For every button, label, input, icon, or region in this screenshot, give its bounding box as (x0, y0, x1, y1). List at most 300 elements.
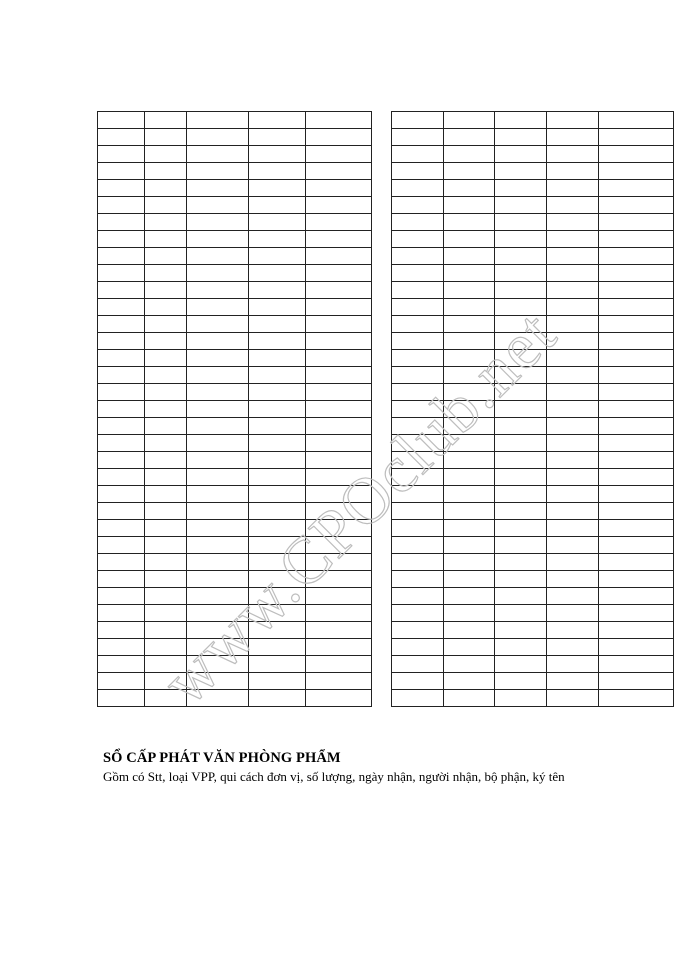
table-cell (98, 435, 145, 452)
table-cell (547, 265, 599, 282)
table-cell (392, 146, 444, 163)
table-cell (392, 554, 444, 571)
table-cell (249, 622, 306, 639)
table-cell (98, 520, 145, 537)
table-cell (306, 639, 372, 656)
table-cell (145, 282, 187, 299)
table-cell (145, 571, 187, 588)
table-cell (98, 554, 145, 571)
table-cell (249, 129, 306, 146)
table-row (392, 299, 674, 316)
table-cell (444, 350, 495, 367)
table-row (98, 469, 372, 486)
table-cell (444, 180, 495, 197)
table-cell (495, 690, 547, 707)
table-cell (249, 282, 306, 299)
table-cell (98, 690, 145, 707)
table-cell (495, 146, 547, 163)
table-cell (495, 435, 547, 452)
table-cell (599, 503, 674, 520)
table-cell (495, 299, 547, 316)
table-cell (249, 639, 306, 656)
table-cell (249, 214, 306, 231)
table-cell (599, 554, 674, 571)
table-cell (547, 112, 599, 129)
table-cell (98, 588, 145, 605)
table-row (98, 316, 372, 333)
table-row (98, 673, 372, 690)
table-cell (98, 146, 145, 163)
table-cell (495, 452, 547, 469)
table-row (392, 112, 674, 129)
table-cell (599, 163, 674, 180)
table-cell (98, 299, 145, 316)
table-cell (547, 282, 599, 299)
table-cell (495, 537, 547, 554)
table-cell (306, 401, 372, 418)
table-cell (249, 435, 306, 452)
table-cell (495, 384, 547, 401)
table-row (98, 129, 372, 146)
table-cell (547, 520, 599, 537)
table-cell (392, 656, 444, 673)
table-cell (145, 435, 187, 452)
table-cell (599, 248, 674, 265)
table-row (392, 503, 674, 520)
table-row (392, 418, 674, 435)
table-cell (444, 418, 495, 435)
table-cell (306, 112, 372, 129)
table-row (98, 197, 372, 214)
table-cell (249, 503, 306, 520)
table-row (98, 265, 372, 282)
table-cell (547, 299, 599, 316)
table-cell (599, 146, 674, 163)
table-cell (187, 469, 249, 486)
table-cell (306, 605, 372, 622)
table-cell (599, 469, 674, 486)
table-cell (547, 214, 599, 231)
table-cell (187, 537, 249, 554)
table-cell (599, 282, 674, 299)
table-cell (98, 452, 145, 469)
table-cell (547, 622, 599, 639)
table-cell (306, 197, 372, 214)
table-cell (392, 350, 444, 367)
table-cell (145, 333, 187, 350)
table-row (392, 367, 674, 384)
table-row (392, 350, 674, 367)
table-row (98, 503, 372, 520)
table-cell (392, 639, 444, 656)
table-cell (547, 537, 599, 554)
table-row (98, 231, 372, 248)
table-cell (145, 163, 187, 180)
table-cell (599, 384, 674, 401)
table-cell (444, 588, 495, 605)
table-cell (547, 401, 599, 418)
table-row (392, 180, 674, 197)
table-cell (145, 197, 187, 214)
table-row (392, 248, 674, 265)
table-cell (187, 452, 249, 469)
table-cell (444, 503, 495, 520)
table-cell (145, 452, 187, 469)
table-cell (187, 163, 249, 180)
table-cell (249, 197, 306, 214)
table-cell (392, 231, 444, 248)
table-cell (444, 384, 495, 401)
table-cell (306, 554, 372, 571)
table-cell (98, 367, 145, 384)
table-cell (495, 248, 547, 265)
table-cell (98, 486, 145, 503)
table-cell (599, 537, 674, 554)
table-cell (306, 588, 372, 605)
table-cell (444, 129, 495, 146)
table-cell (187, 503, 249, 520)
table-row (392, 231, 674, 248)
table-cell (547, 656, 599, 673)
table-cell (187, 418, 249, 435)
table-cell (599, 571, 674, 588)
table-cell (547, 350, 599, 367)
table-cell (187, 316, 249, 333)
table-row (98, 486, 372, 503)
table-cell (547, 503, 599, 520)
table-row (392, 401, 674, 418)
table-cell (444, 622, 495, 639)
table-cell (444, 673, 495, 690)
table-cell (145, 231, 187, 248)
table-row (392, 537, 674, 554)
table-cell (547, 146, 599, 163)
table-row (98, 350, 372, 367)
table-cell (444, 401, 495, 418)
table-cell (145, 180, 187, 197)
table-cell (249, 265, 306, 282)
table-cell (249, 112, 306, 129)
table-cell (306, 452, 372, 469)
table-cell (495, 265, 547, 282)
table-cell (187, 656, 249, 673)
table-cell (187, 639, 249, 656)
table-cell (306, 503, 372, 520)
table-cell (392, 418, 444, 435)
table-row (98, 605, 372, 622)
table-row (98, 554, 372, 571)
table-cell (392, 503, 444, 520)
table-cell (547, 129, 599, 146)
table-cell (187, 333, 249, 350)
table-row (392, 452, 674, 469)
table-cell (392, 435, 444, 452)
table-cell (306, 282, 372, 299)
table-cell (249, 486, 306, 503)
table-cell (599, 333, 674, 350)
table-cell (392, 537, 444, 554)
table-row (98, 571, 372, 588)
table-cell (599, 418, 674, 435)
table-cell (145, 469, 187, 486)
table-cell (495, 673, 547, 690)
table-cell (306, 656, 372, 673)
table-cell (187, 571, 249, 588)
table-cell (306, 367, 372, 384)
table-cell (145, 112, 187, 129)
table-row (392, 673, 674, 690)
table-cell (249, 690, 306, 707)
table-cell (444, 316, 495, 333)
table-cell (145, 265, 187, 282)
table-cell (187, 112, 249, 129)
table-row (392, 384, 674, 401)
table-cell (98, 605, 145, 622)
table-cell (444, 112, 495, 129)
table-cell (392, 452, 444, 469)
table-row (98, 656, 372, 673)
table-cell (392, 197, 444, 214)
table-cell (145, 622, 187, 639)
table-cell (187, 690, 249, 707)
table-cell (444, 248, 495, 265)
table-cell (187, 673, 249, 690)
table-cell (392, 265, 444, 282)
table-cell (306, 690, 372, 707)
table-cell (187, 197, 249, 214)
table-row (98, 401, 372, 418)
table-cell (187, 248, 249, 265)
table-row (392, 605, 674, 622)
table-row (392, 129, 674, 146)
table-cell (547, 639, 599, 656)
table-row (392, 639, 674, 656)
table-row (98, 452, 372, 469)
table-cell (249, 350, 306, 367)
table-cell (599, 129, 674, 146)
table-cell (392, 690, 444, 707)
table-cell (306, 163, 372, 180)
table-cell (249, 656, 306, 673)
ledger-table-right (391, 111, 674, 707)
table-cell (599, 486, 674, 503)
table-cell (98, 571, 145, 588)
table-cell (98, 503, 145, 520)
table-row (392, 265, 674, 282)
table-cell (187, 129, 249, 146)
table-cell (444, 367, 495, 384)
table-cell (547, 197, 599, 214)
table-cell (444, 282, 495, 299)
table-cell (306, 435, 372, 452)
table-cell (392, 129, 444, 146)
table-cell (98, 537, 145, 554)
table-cell (187, 231, 249, 248)
table-cell (495, 282, 547, 299)
table-cell (495, 639, 547, 656)
table-cell (306, 214, 372, 231)
table-cell (547, 452, 599, 469)
table-cell (187, 180, 249, 197)
table-cell (547, 231, 599, 248)
table-cell (98, 282, 145, 299)
table-cell (547, 605, 599, 622)
table-cell (495, 214, 547, 231)
table-cell (98, 163, 145, 180)
table-cell (599, 435, 674, 452)
table-cell (392, 401, 444, 418)
table-cell (599, 180, 674, 197)
table-cell (145, 554, 187, 571)
table-cell (145, 129, 187, 146)
table-cell (249, 605, 306, 622)
table-cell (444, 690, 495, 707)
table-cell (187, 282, 249, 299)
table-cell (444, 197, 495, 214)
table-cell (495, 588, 547, 605)
table-cell (495, 333, 547, 350)
table-cell (547, 418, 599, 435)
table-cell (306, 129, 372, 146)
table-cell (187, 486, 249, 503)
table-cell (249, 248, 306, 265)
table-cell (599, 690, 674, 707)
table-cell (249, 180, 306, 197)
table-cell (98, 418, 145, 435)
table-cell (187, 265, 249, 282)
table-cell (306, 520, 372, 537)
table-cell (249, 146, 306, 163)
table-row (392, 520, 674, 537)
table-cell (249, 588, 306, 605)
table-cell (306, 231, 372, 248)
table-cell (444, 231, 495, 248)
table-cell (249, 673, 306, 690)
table-cell (392, 367, 444, 384)
table-cell (392, 316, 444, 333)
table-row (392, 656, 674, 673)
table-cell (145, 639, 187, 656)
table-cell (495, 622, 547, 639)
table-cell (98, 231, 145, 248)
document-title: SỔ CẤP PHÁT VĂN PHÒNG PHẨM (103, 750, 341, 766)
table-cell (306, 299, 372, 316)
table-row (98, 163, 372, 180)
table-cell (392, 180, 444, 197)
table-cell (495, 656, 547, 673)
table-cell (145, 690, 187, 707)
table-row (392, 435, 674, 452)
table-cell (249, 418, 306, 435)
table-cell (599, 520, 674, 537)
table-cell (495, 163, 547, 180)
table-cell (145, 673, 187, 690)
table-row (98, 180, 372, 197)
table-cell (187, 299, 249, 316)
table-cell (98, 214, 145, 231)
table-cell (98, 265, 145, 282)
table-cell (249, 163, 306, 180)
table-cell (249, 469, 306, 486)
table-cell (98, 469, 145, 486)
table-cell (547, 469, 599, 486)
table-cell (444, 605, 495, 622)
table-row (98, 299, 372, 316)
table-row (98, 367, 372, 384)
table-cell (392, 469, 444, 486)
table-row (392, 197, 674, 214)
table-row (98, 418, 372, 435)
table-cell (306, 418, 372, 435)
table-cell (599, 452, 674, 469)
table-cell (187, 622, 249, 639)
table-cell (547, 690, 599, 707)
table-cell (444, 299, 495, 316)
table-cell (145, 537, 187, 554)
table-cell (187, 401, 249, 418)
table-cell (306, 469, 372, 486)
table-cell (145, 248, 187, 265)
table-cell (249, 299, 306, 316)
table-row (392, 588, 674, 605)
table-row (392, 214, 674, 231)
table-cell (444, 333, 495, 350)
table-cell (98, 673, 145, 690)
table-cell (306, 673, 372, 690)
table-cell (145, 146, 187, 163)
table-cell (495, 554, 547, 571)
table-cell (547, 367, 599, 384)
table-row (98, 282, 372, 299)
table-cell (547, 673, 599, 690)
table-cell (495, 401, 547, 418)
table-cell (599, 639, 674, 656)
table-cell (444, 571, 495, 588)
table-cell (547, 180, 599, 197)
table-cell (145, 503, 187, 520)
table-cell (444, 163, 495, 180)
table-cell (249, 452, 306, 469)
table-cell (547, 435, 599, 452)
table-cell (392, 571, 444, 588)
table-cell (495, 350, 547, 367)
table-cell (547, 588, 599, 605)
table-cell (444, 537, 495, 554)
table-cell (145, 486, 187, 503)
table-row (98, 248, 372, 265)
table-row (98, 690, 372, 707)
table-cell (392, 588, 444, 605)
table-cell (145, 350, 187, 367)
table-cell (98, 350, 145, 367)
table-cell (187, 554, 249, 571)
table-cell (392, 673, 444, 690)
table-cell (249, 571, 306, 588)
table-cell (98, 180, 145, 197)
table-row (392, 571, 674, 588)
table-cell (599, 588, 674, 605)
table-row (98, 622, 372, 639)
table-row (392, 622, 674, 639)
table-cell (306, 265, 372, 282)
table-cell (187, 146, 249, 163)
table-cell (392, 282, 444, 299)
document-description: Gồm có Stt, loại VPP, qui cách đơn vị, số lượng, ngày nhận, người nhận, bộ phận, ký tên (103, 769, 565, 784)
table-cell (599, 231, 674, 248)
table-cell (98, 656, 145, 673)
table-cell (547, 163, 599, 180)
table-cell (547, 486, 599, 503)
